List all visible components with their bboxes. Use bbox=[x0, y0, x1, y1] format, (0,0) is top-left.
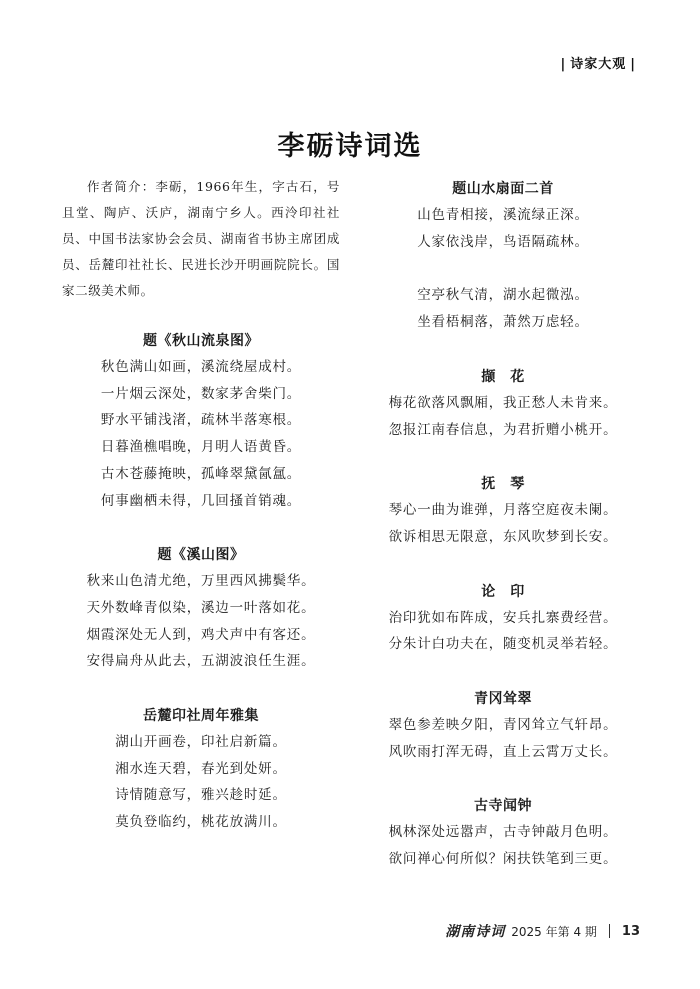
poem-line: 风吹雨打浑无碍，直上云霄万丈长。 bbox=[388, 743, 618, 760]
poem-line: 分朱计白功夫在，随变机灵举若轻。 bbox=[388, 636, 618, 653]
poem-line: 梅花欲落风飘厢，我正愁人未肯来。 bbox=[388, 394, 618, 411]
poem-line: 莫负登临约，桃花放满川。 bbox=[115, 814, 287, 831]
poem-line: 野水平铺浅渚，疏林半落寒根。 bbox=[100, 412, 302, 429]
poem-fuqin bbox=[362, 471, 644, 550]
poem-qiushan bbox=[62, 328, 340, 514]
section-label: 诗家大观 bbox=[570, 57, 627, 72]
poem-line: 秋色满山如画，溪流绕屋成村。 bbox=[100, 359, 302, 375]
poem-title: 古寺闻钟 bbox=[474, 798, 532, 815]
poem-line: 坐看梧桐落，萧然万虑轻。 bbox=[417, 314, 589, 331]
header-divider-right: | bbox=[630, 57, 636, 72]
poem-line: 烟霞深处无人到，鸡犬声中有客还。 bbox=[86, 626, 316, 643]
poem-title: 题山水扇面二首 bbox=[452, 181, 554, 197]
stanza-gap bbox=[362, 255, 644, 282]
poem-lunyin bbox=[362, 579, 644, 658]
section-header bbox=[556, 53, 640, 72]
poem-title: 撷 花 bbox=[481, 368, 525, 385]
footer-divider bbox=[609, 924, 610, 938]
page-title: 李砺诗词选 bbox=[277, 131, 423, 162]
poem-title: 题《秋山流泉图》 bbox=[143, 333, 259, 349]
poem-line: 治印犹如布阵成，安兵扎寨费经营。 bbox=[388, 609, 618, 626]
poem-qinggang bbox=[362, 686, 644, 765]
poem-line: 琴心一曲为谁弹，月落空庭夜未阑。 bbox=[388, 502, 618, 519]
poem-line: 湖山开画卷，印社启新篇。 bbox=[115, 734, 287, 751]
poem-line: 欲诉相思无限意，东风吹梦到长安。 bbox=[388, 528, 618, 545]
poem-line: 诗情随意写，雅兴趁时延。 bbox=[115, 787, 287, 804]
poem-gusi bbox=[362, 793, 644, 872]
poem-line: 忽报江南春信息，为君折赠小桃开。 bbox=[388, 421, 618, 438]
poem-xishan bbox=[62, 542, 340, 675]
left-column bbox=[62, 176, 340, 836]
poem-line: 古木苍藤掩映，孤峰翠黛氤氲。 bbox=[100, 465, 302, 482]
right-column bbox=[362, 176, 644, 873]
poem-line: 一片烟云深处，数家茅舍柴门。 bbox=[100, 385, 302, 402]
poem-yuelu-yaji bbox=[62, 703, 340, 836]
poem-line: 山色青相接，溪流绿正深。 bbox=[417, 207, 589, 223]
poem-line: 人家依浅岸，鸟语隔疏林。 bbox=[417, 233, 589, 250]
page-footer bbox=[445, 921, 640, 941]
poem-title: 论 印 bbox=[481, 583, 525, 600]
poem-line: 日暮渔樵唱晚，月明人语黄昏。 bbox=[100, 439, 302, 456]
issue-label: 2025 年第 4 期 bbox=[511, 924, 597, 939]
poem-title: 抚 琴 bbox=[481, 476, 525, 493]
poem-line: 空亭秋气清，湖水起微泓。 bbox=[417, 287, 589, 304]
poem-line: 何事幽栖未得，几回搔首销魂。 bbox=[100, 492, 302, 509]
poem-line: 湘水连天碧，春光到处妍。 bbox=[115, 760, 287, 777]
poem-line: 翠色参差映夕阳，青冈耸立气轩昂。 bbox=[388, 717, 618, 734]
poem-shanmian bbox=[362, 176, 644, 336]
poem-xiehua bbox=[362, 364, 644, 443]
poem-line: 枫林深处远嚣声，古寺钟敲月色明。 bbox=[388, 824, 618, 841]
poem-line: 秋来山色清尤绝，万里西风拂鬓华。 bbox=[86, 573, 316, 590]
page-number: 13 bbox=[621, 923, 640, 939]
magazine-logo: 湖南诗词 bbox=[445, 924, 506, 940]
author-intro: 作者简介：李砺，1966年生，字古石，号且堂、陶庐、沃庐，湖南宁乡人。西泠印社社员、中国书法家协会会员、湖南省书协主席团成员、岳麓印社社长、民进长沙开明画院院长。国家二级美术师。 bbox=[62, 179, 340, 298]
poem-line: 欲问禅心何所似？闲扶铁笔到三更。 bbox=[388, 851, 618, 868]
header-divider-left: | bbox=[560, 57, 567, 72]
poem-title: 题《溪山图》 bbox=[157, 547, 245, 564]
poem-line: 安得扁舟从此去，五湖波浪任生涯。 bbox=[86, 653, 316, 670]
poem-title: 岳麓印社周年雅集 bbox=[143, 708, 259, 725]
poem-line: 天外数峰青似染，溪边一叶落如花。 bbox=[86, 599, 316, 616]
poem-title: 青冈耸翠 bbox=[474, 691, 532, 708]
